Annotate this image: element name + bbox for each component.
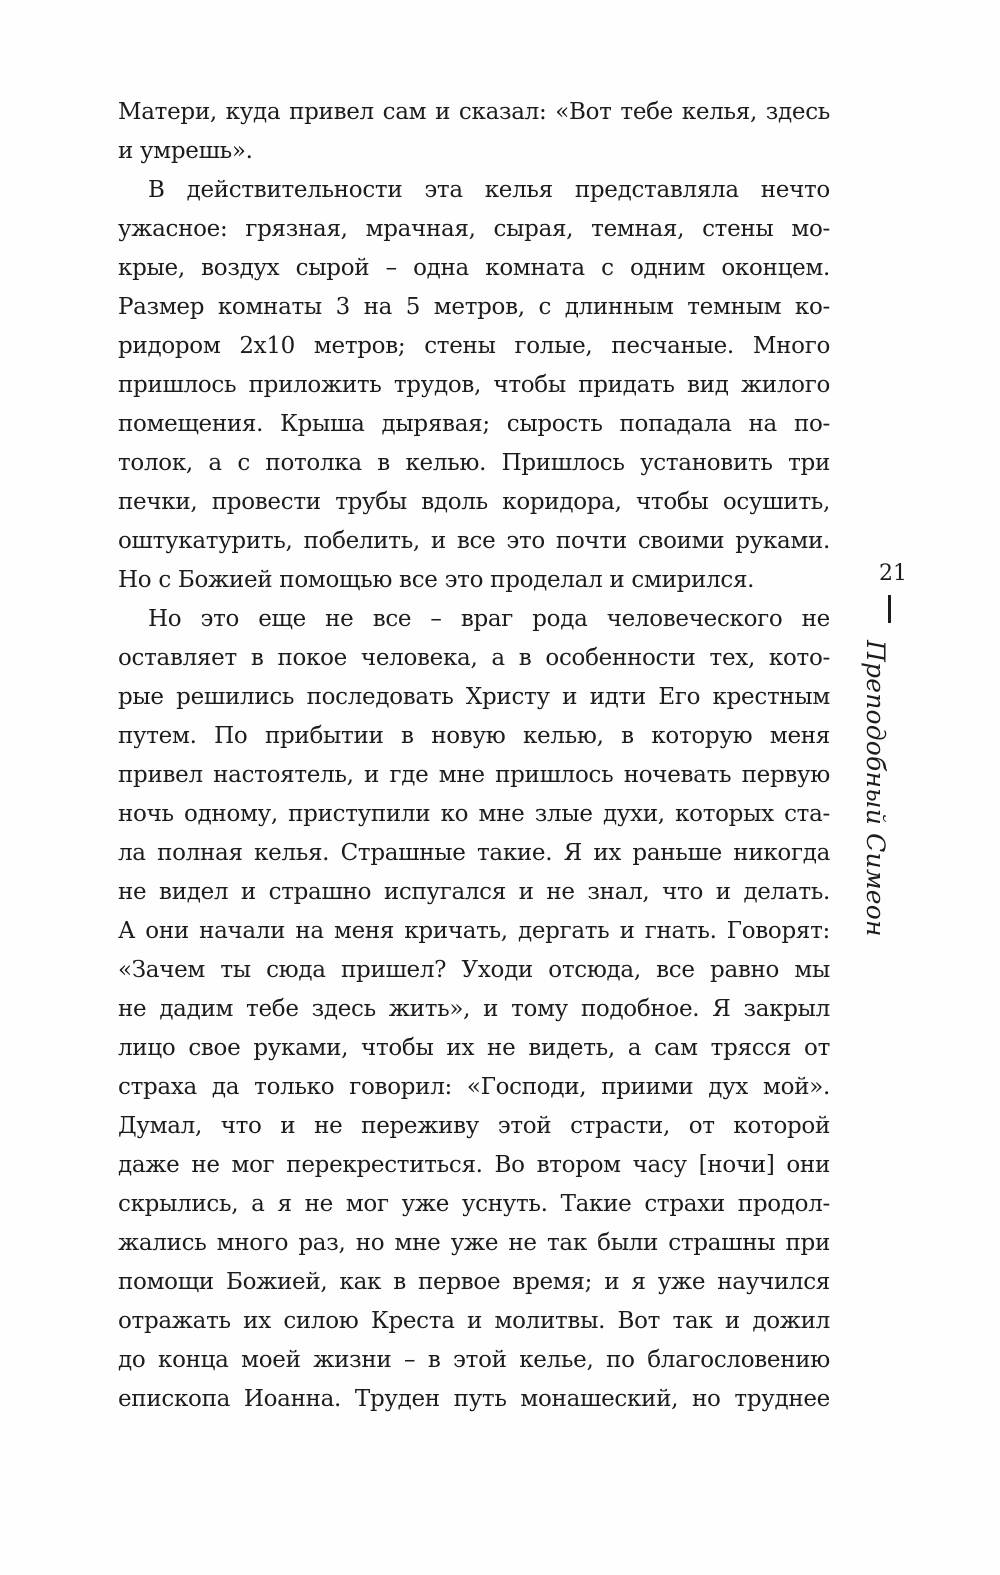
text-line: помощи Божией, как в первое время; и я уже научился [118,1269,830,1295]
page-number: 21 [879,561,907,586]
text-line: и умрешь». [118,138,253,164]
text-line: привел настоятель, и где мне пришлось ночевать первую [118,762,830,788]
text-line: ночь одному, приступили ко мне злые духи, которых ста- [118,801,830,827]
text-line: оштукатурить, побелить, и все это почти своими руками. [118,528,830,554]
text-line: помещения. Крыша дырявая; сырость попадала на по- [118,411,830,437]
text-line: путем. По прибытии в новую келью, в которую меня [118,723,830,749]
text-line: рые решились последовать Христу и идти Его крестным [118,684,830,710]
text-line: А они начали на меня кричать, дергать и гнать. Говорят: [118,918,830,944]
text-line: епископа Иоанна. Труден путь монашеский, но труднее [118,1386,830,1412]
text-line: Но с Божией помощью все это проделал и смирился. [118,567,755,593]
text-line: Думал, что и не переживу этой страсти, от которой [118,1113,830,1139]
text-line: даже не мог перекреститься. Во втором часу [ночи] они [118,1152,830,1178]
text-line: страха да только говорил: «Господи, приими дух мой». [118,1074,830,1100]
body-text [118,93,830,1419]
text-line: оставляет в покое человека, а в особенности тех, кото- [118,645,830,671]
page-number-divider [888,595,891,623]
text-line: жались много раз, но мне уже не так были страшны при [118,1230,830,1256]
text-line: не дадим тебе здесь жить», и тому подобное. Я закрыл [118,996,830,1022]
text-line: ла полная келья. Страшные такие. Я их раньше никогда [118,840,830,866]
text-line: до конца моей жизни – в этой келье, по благословению [118,1347,830,1373]
text-line: Размер комнаты 3 на 5 метров, с длинным темным ко- [118,294,830,320]
text-line: скрылись, а я не мог уже уснуть. Такие страхи продол- [118,1191,830,1217]
text-line: В действительности эта келья представляла нечто [148,177,830,203]
text-line: не видел и страшно испугался и не знал, что и делать. [118,879,830,905]
text-line: пришлось приложить трудов, чтобы придать вид жилого [118,372,830,398]
text-line: Но это еще не все – враг рода человеческого не [148,606,830,632]
text-line: ридором 2x10 метров; стены голые, песчаные. Много [118,333,830,359]
text-line: толок, а с потолка в келью. Пришлось установить три [118,450,830,476]
text-line: печки, провести трубы вдоль коридора, чтобы осушить, [118,489,830,515]
text-line: лицо свое руками, чтобы их не видеть, а сам трясся от [118,1035,830,1061]
text-line: Матери, куда привел сам и сказал: «Вот тебе келья, здесь [118,99,830,125]
text-line: «Зачем ты сюда пришел? Уходи отсюда, все равно мы [118,957,830,983]
text-line: крые, воздух сырой – одна комната с одним оконцем. [118,255,830,281]
text-line: отражать их силою Креста и молитвы. Вот так и дожил [118,1308,830,1334]
running-head: Преподобный Симеон [861,640,890,937]
text-line: ужасное: грязная, мрачная, сырая, темная, стены мо- [118,216,830,242]
